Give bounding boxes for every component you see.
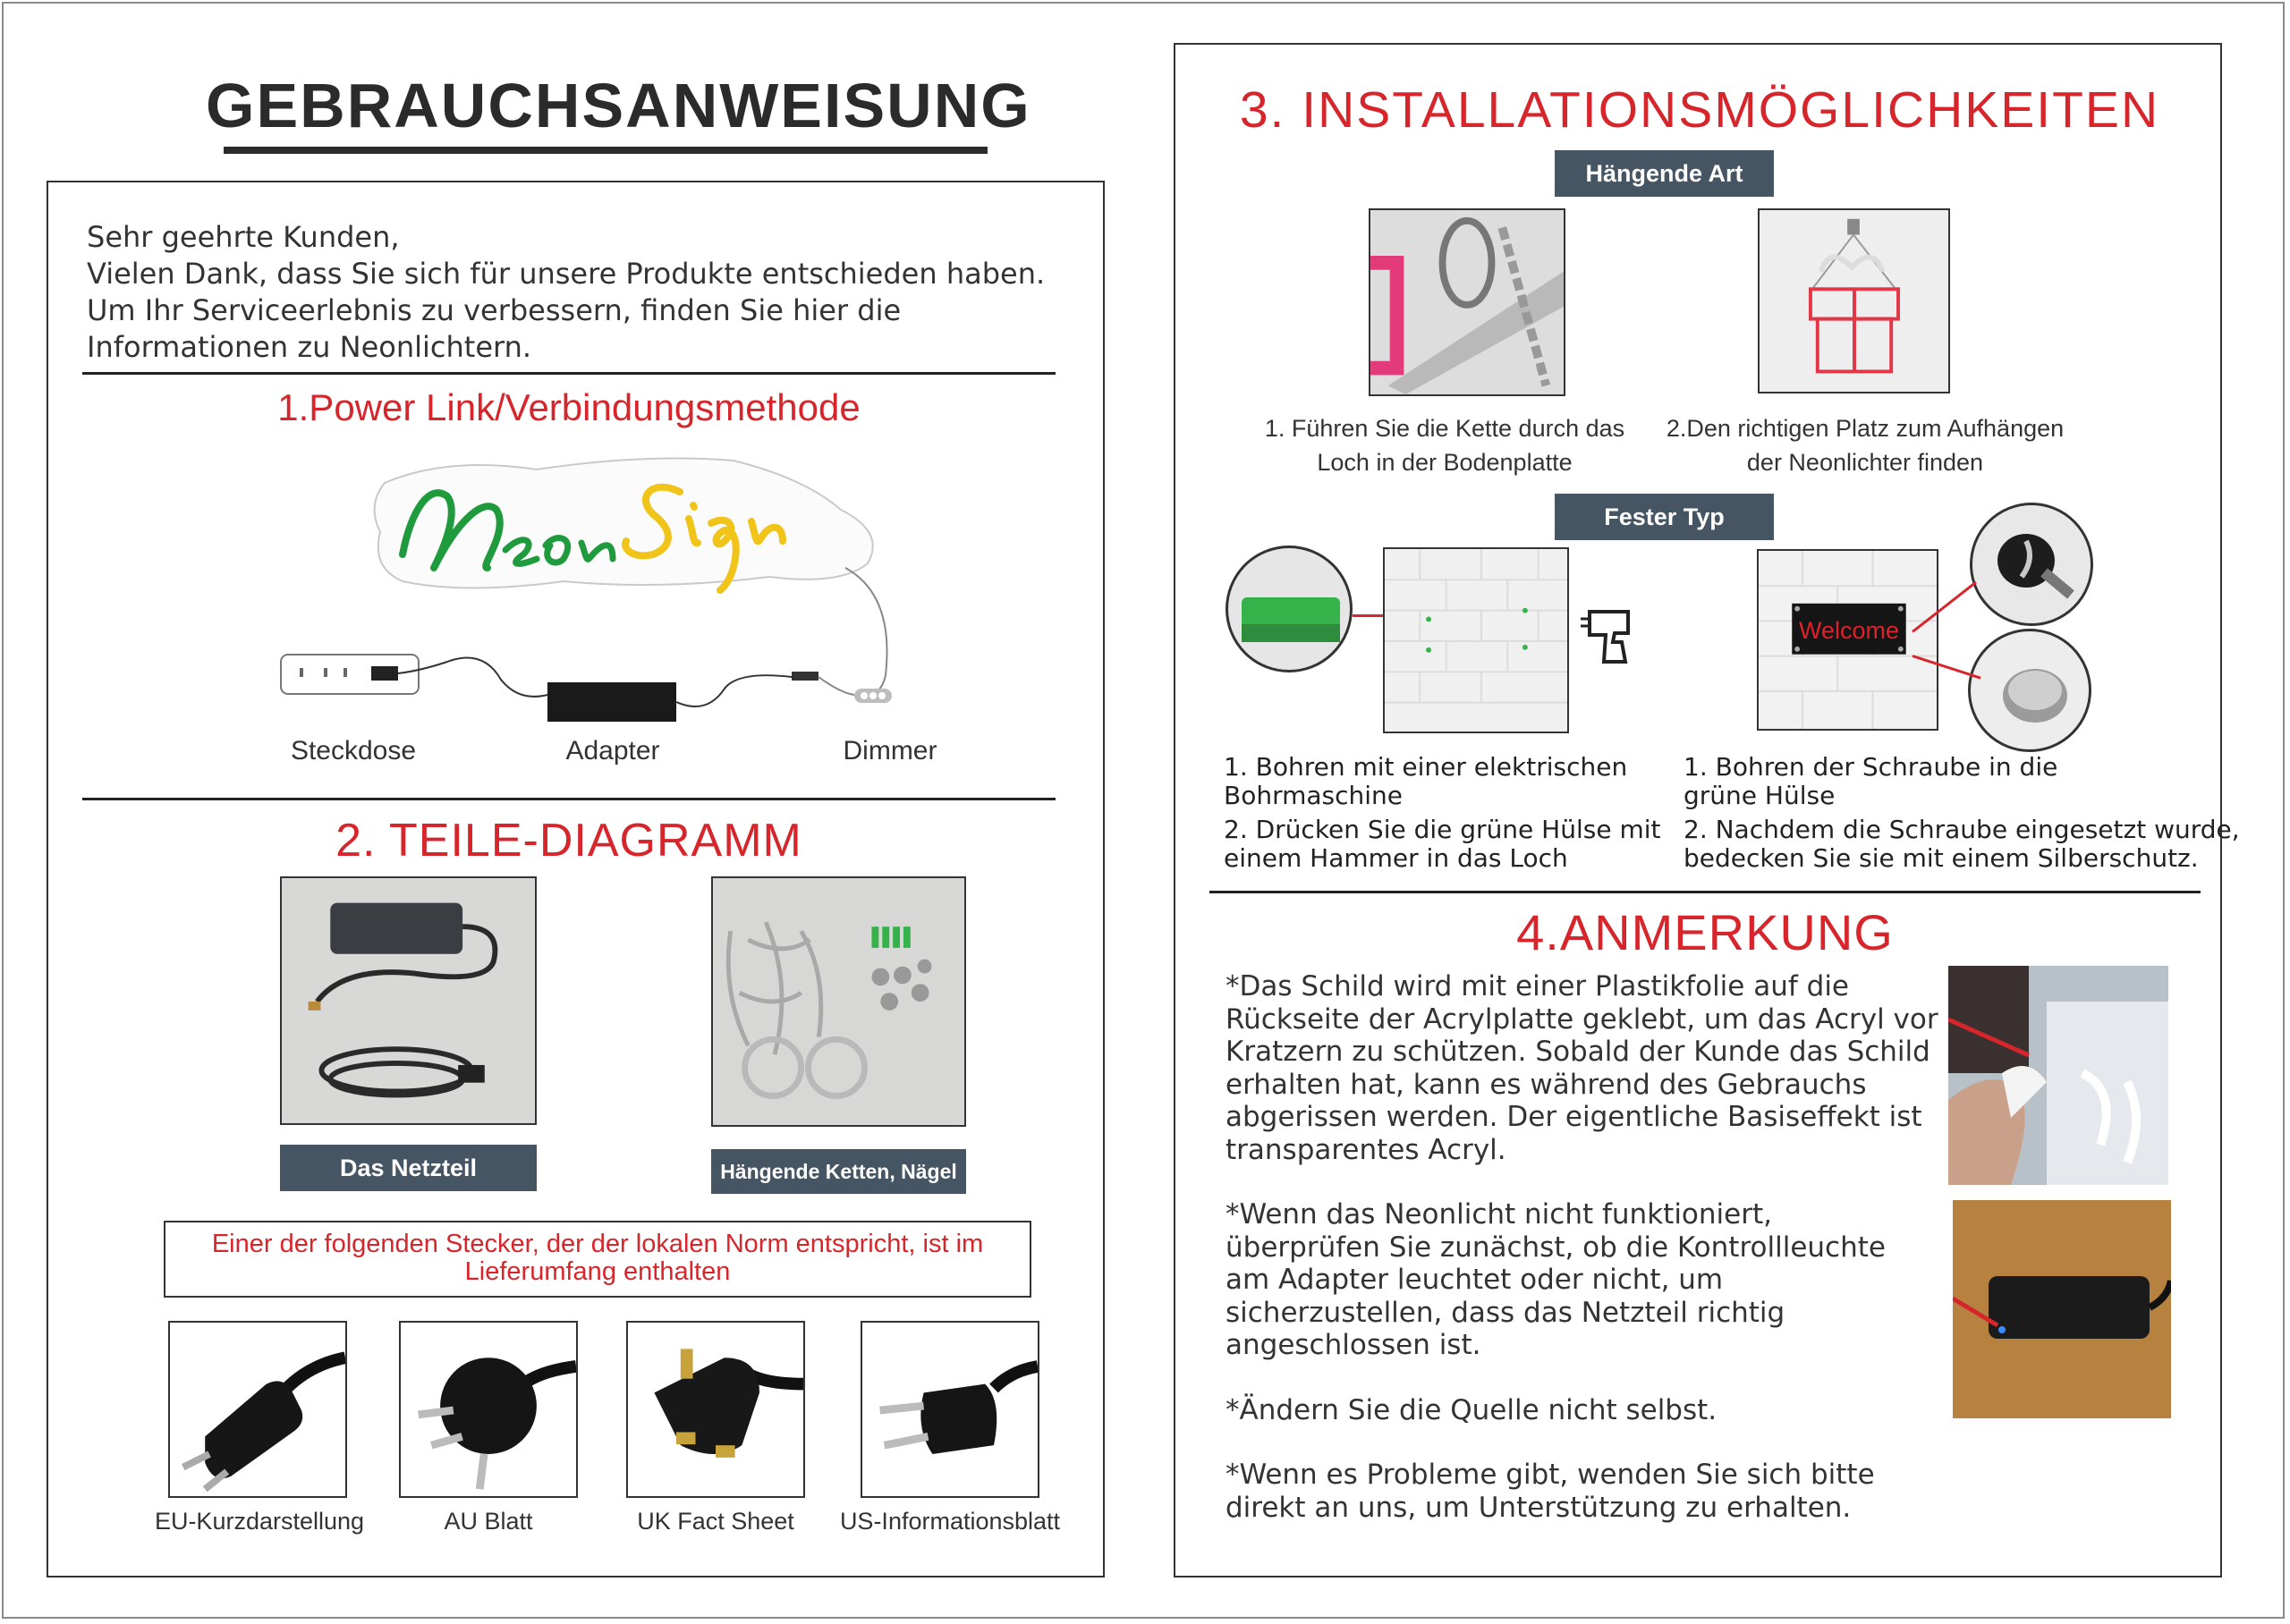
part-label-netzteil: Das Netzteil: [280, 1145, 537, 1191]
screw-circle: [1970, 503, 2093, 626]
step-line: 2. Nachdem die Schraube eingesetzt wurde,: [1684, 815, 2240, 844]
step-line: bedecken Sie sie mit einem Silberschutz.: [1684, 843, 2199, 873]
connection-diagram: [268, 443, 984, 738]
fixed-type-label: Fester Typ: [1555, 494, 1774, 540]
chains-nails-photo: [711, 876, 966, 1127]
caption-line: 1. Führen Sie die Kette durch das: [1264, 415, 1625, 442]
note-line: erhalten hat, kann es während des Gebrauchs: [1226, 1068, 1867, 1101]
hanging-caption-1: [1239, 411, 1650, 479]
label-adapter: Adapter: [565, 736, 660, 765]
power-supply-photo: [280, 876, 537, 1125]
part-label-chains: Hängende Ketten, Nägel: [711, 1149, 966, 1194]
note-line: Rückseite der Acrylplatte geklebt, um das Acryl vor: [1226, 1002, 1938, 1036]
hanging-caption-2: [1646, 411, 2084, 479]
adapter-indicator-photo: [1953, 1200, 2171, 1418]
plug-uk-photo: [626, 1321, 805, 1498]
divider: [1209, 891, 2201, 893]
note-block: [1226, 970, 1950, 1166]
caption-line: 2.Den richtigen Platz zum Aufhängen: [1666, 415, 2065, 442]
page-title: GEBRAUCHSANWEISUNG: [206, 71, 1031, 140]
note-block: [1226, 1459, 1950, 1524]
intro-line: Sehr geehrte Kunden,: [87, 220, 400, 254]
plug-notice-line: Lieferumfang enthalten: [464, 1257, 731, 1286]
plug-au-photo: [399, 1321, 578, 1498]
note-line: sicherzustellen, dass das Netzteil richtig: [1226, 1296, 1785, 1329]
step-line: grüne Hülse: [1684, 781, 1836, 810]
note-line: *Das Schild wird mit einer Plastikfolie auf die: [1226, 970, 1850, 1002]
note-line: *Wenn es Probleme gibt, wenden Sie sich bitte: [1226, 1459, 1875, 1491]
fixed-steps-left: [1224, 753, 1661, 873]
plug-us-photo: [861, 1321, 1039, 1498]
section1-heading: 1.Power Link/Verbindungsmethode: [277, 386, 861, 428]
hanging-type-label: Hängende Art: [1555, 150, 1774, 197]
welcome-sign-text: Welcome: [1798, 617, 1900, 644]
drill-icon: [1579, 599, 1641, 666]
intro-line: Informationen zu Neonlichtern.: [87, 330, 532, 364]
fixed-steps-right: [1684, 753, 2240, 873]
silver-cap-circle: [1968, 629, 2091, 752]
note-line: *Wenn das Neonlicht nicht funktioniert,: [1226, 1198, 1772, 1231]
plug-notice-box: [164, 1221, 1031, 1298]
note-line: überprüfen Sie zunächst, ob die Kontrollleuchte: [1226, 1231, 1886, 1264]
note-line: direkt an uns, um Unterstützung zu erhalten.: [1226, 1491, 1852, 1524]
step-line: einem Hammer in das Loch: [1224, 843, 1568, 873]
note-block: [1226, 1198, 1950, 1362]
hanging-sign-photo: [1758, 208, 1950, 393]
step-line: 1. Bohren der Schraube in die: [1684, 752, 2058, 782]
plug-notice-line: Einer der folgenden Stecker, der der lokalen Norm entspricht, ist im: [211, 1230, 984, 1258]
divider: [82, 798, 1056, 800]
note-line: angeschlossen ist.: [1226, 1329, 1481, 1361]
intro-line: Vielen Dank, dass Sie sich für unsere Produkte entschieden haben.: [87, 257, 1046, 291]
plug-label-eu: EU-Kurzdarstellung: [154, 1508, 365, 1535]
label-dimmer: Dimmer: [843, 736, 937, 765]
plug-label-uk: UK Fact Sheet: [637, 1508, 794, 1535]
label-steckdose: Steckdose: [290, 736, 417, 765]
brick-wall-photo: [1383, 547, 1569, 733]
step-line: 2. Drücken Sie die grüne Hülse mit: [1224, 815, 1661, 844]
plug-label-au: AU Blatt: [444, 1508, 533, 1535]
caption-line: Loch in der Bodenplatte: [1317, 449, 1573, 476]
plug-eu-photo: [168, 1321, 347, 1498]
note-line: transparentes Acryl.: [1226, 1133, 1506, 1166]
title-underline: [224, 147, 988, 154]
step-line: Bohrmaschine: [1224, 781, 1404, 810]
green-sleeve-circle: [1226, 546, 1353, 672]
section3-heading: 3. INSTALLATIONSMÖGLICHKEITEN: [1239, 81, 2160, 139]
note-line: Kratzern zu schützen. Sobald der Kunde das Schild: [1226, 1036, 1930, 1068]
step-line: 1. Bohren mit einer elektrischen: [1224, 752, 1628, 782]
caption-line: der Neonlichter finden: [1746, 449, 1984, 476]
intro-text: [87, 219, 1045, 366]
section4-heading: 4.ANMERKUNG: [1516, 904, 1894, 960]
intro-line: Um Ihr Serviceerlebnis zu verbessern, finden Sie hier die: [87, 293, 902, 327]
plug-label-us: US-Informationsblatt: [839, 1508, 1061, 1535]
notes-text: [1226, 970, 1950, 1524]
note-block: [1226, 1394, 1950, 1427]
note-line: abgerissen werden. Der eigentliche Basiseffekt ist: [1226, 1101, 1922, 1133]
note-line: *Ändern Sie die Quelle nicht selbst.: [1226, 1393, 1718, 1426]
divider: [82, 372, 1056, 375]
film-peel-photo: [1948, 966, 2168, 1185]
hanging-chain-photo: [1369, 208, 1565, 396]
note-line: am Adapter leuchtet oder nicht, um: [1226, 1264, 1724, 1296]
section2-heading: 2. TEILE-DIAGRAMM: [335, 815, 802, 867]
